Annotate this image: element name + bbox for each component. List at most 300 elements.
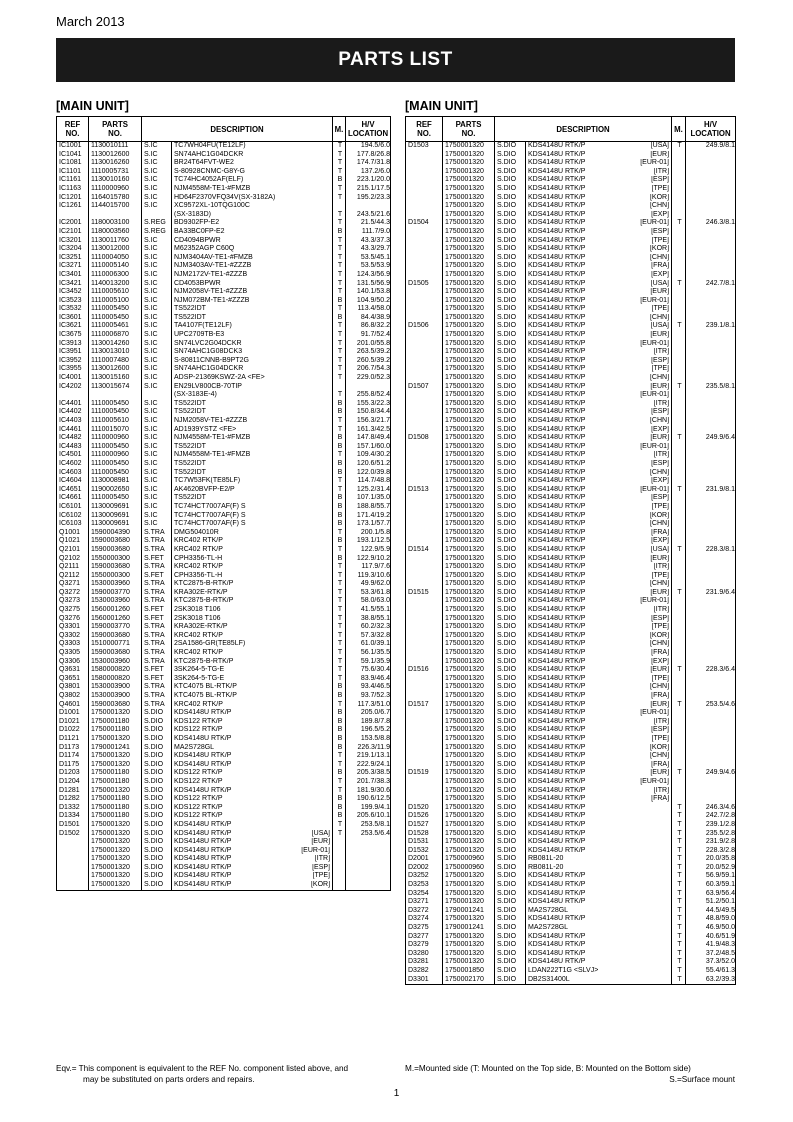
parts-no: 1750001320 [443, 451, 495, 460]
description-cell [526, 254, 672, 263]
hv-location: 56.1/35.5 [346, 649, 391, 658]
description-cell [172, 847, 333, 856]
description-cell [172, 400, 333, 409]
description: RB081L-20 [528, 863, 564, 871]
part-type: S.TRA [142, 640, 172, 649]
destination [330, 400, 332, 409]
part-type: S.IC [142, 262, 172, 271]
part-type: S.DIO [495, 726, 526, 735]
mounted-side: T [333, 245, 346, 254]
description-cell [172, 615, 333, 624]
destination: [EUR-01] [640, 485, 670, 493]
table-row [57, 348, 391, 357]
destination: [TPE] [651, 674, 670, 682]
ref-no: D1022 [57, 726, 89, 735]
destination [330, 597, 332, 606]
description: KDS4148U RTK/P [528, 889, 586, 897]
destination [330, 340, 332, 349]
destination [669, 915, 671, 924]
table-row [406, 383, 736, 392]
mounted-side [672, 417, 686, 426]
destination: [ITR] [653, 399, 670, 407]
hv-location: 60.3/59.1 [686, 881, 736, 890]
parts-no: 1580000820 [89, 675, 142, 684]
parts-no: 1750001320 [443, 469, 495, 478]
part-type: S.DIO [142, 795, 172, 804]
col-parts-no: PARTS NO. [89, 117, 142, 142]
description: KDS4148U RTK/P [528, 468, 586, 476]
description-cell [172, 228, 333, 237]
description: KDS4148U RTK/P [528, 571, 586, 579]
part-type: S.DIO [495, 658, 526, 667]
part-type: S.DIO [495, 443, 526, 452]
description: M62352AGP C60Q [174, 245, 235, 253]
description-cell [172, 529, 333, 538]
hv-location [686, 451, 736, 460]
parts-no: 1790001241 [89, 744, 142, 753]
destination [330, 322, 332, 331]
ref-no: IC3951 [57, 348, 89, 357]
part-type: S.DIO [495, 408, 526, 417]
part-type: S.TRA [142, 589, 172, 598]
mounted-side: B [333, 692, 346, 701]
table-row [406, 915, 736, 924]
hv-location: 122.9/10.2 [346, 555, 391, 564]
destination [330, 280, 332, 289]
mounted-side: B [333, 718, 346, 727]
ref-no: IC3955 [57, 365, 89, 374]
description-cell [526, 649, 672, 658]
ref-no [406, 168, 443, 177]
table-row [406, 692, 736, 701]
part-type: S.DIO [495, 804, 526, 813]
description: KDS4148U RTK/P [528, 167, 586, 175]
description: DB2S31400L [528, 975, 570, 983]
part-type: S.DIO [495, 606, 526, 615]
parts-no: 1130012600 [89, 365, 142, 374]
description: KDS4148U RTK/P [528, 545, 586, 553]
ref-no: IC1041 [57, 151, 89, 160]
parts-no: 1530003900 [89, 683, 142, 692]
table-row [57, 701, 391, 710]
hv-location: 86.8/32.2 [346, 322, 391, 331]
ref-no: Q3631 [57, 666, 89, 675]
destination: [TPE] [312, 872, 331, 880]
table-row [57, 589, 391, 598]
destination: [ESP] [312, 863, 331, 871]
table-row [406, 151, 736, 160]
ref-no: D1502 [57, 830, 89, 839]
description: 2SA1586-GR(TE85LF) [174, 640, 246, 648]
mounted-side: T [672, 881, 686, 890]
table-row [406, 443, 736, 452]
part-type: S.IC [142, 202, 172, 211]
table-row [57, 305, 391, 314]
table-row [406, 821, 736, 830]
table-row [57, 804, 391, 813]
destination [330, 443, 332, 452]
table-row [406, 202, 736, 211]
ref-no [406, 365, 443, 374]
part-type: S.DIO [495, 589, 526, 598]
description-cell [526, 374, 672, 383]
destination [330, 649, 332, 658]
description: NJM3404AV-TE1-#FMZB [174, 253, 253, 261]
table-row [406, 924, 736, 933]
mounted-side-note [405, 1064, 735, 1085]
mounted-side [672, 520, 686, 529]
description: TC7WH04FU(TE12LF) [174, 142, 246, 149]
description-cell [172, 769, 333, 778]
description-cell [172, 262, 333, 271]
mounted-side: T [672, 546, 686, 555]
hv-location [686, 417, 736, 426]
description: KDS4148U RTK/P [174, 846, 232, 854]
description-cell [526, 881, 672, 890]
hv-location [346, 864, 391, 873]
hv-location: 111.7/9.0 [346, 228, 391, 237]
part-type: S.DIO [495, 958, 526, 967]
description: CPH3356-TL-H [174, 571, 223, 579]
description: KDS4148U RTK/P [528, 932, 586, 940]
description-cell [526, 460, 672, 469]
hv-location: 119.3/10.6 [346, 572, 391, 581]
hv-location: 206.7/54.3 [346, 365, 391, 374]
mounted-side [672, 477, 686, 486]
part-type: S.DIO [495, 357, 526, 366]
description: KDS4148U RTK/P [528, 408, 586, 416]
parts-no: 1750001320 [443, 597, 495, 606]
destination [330, 219, 332, 228]
description-cell [172, 572, 333, 581]
ref-no [406, 211, 443, 220]
description: KTC2875-B-RTK/P [174, 657, 234, 665]
ref-no: D1332 [57, 804, 89, 813]
description: KDS4148U RTK/P [528, 262, 586, 270]
ref-no [406, 692, 443, 701]
ref-no [406, 606, 443, 615]
hv-location: 231.9/8.1 [686, 486, 736, 495]
parts-no: 1750001180 [89, 726, 142, 735]
mounted-side: B [333, 297, 346, 306]
destination: [CHN] [649, 313, 670, 321]
table-row [57, 864, 391, 873]
table-row [57, 632, 391, 641]
destination [669, 941, 671, 950]
mounted-side: T [672, 924, 686, 933]
mounted-side [672, 228, 686, 237]
part-type: S.DIO [495, 615, 526, 624]
description: KDS4148U RTK/P [528, 820, 586, 828]
description: RB081L-20 [528, 855, 564, 863]
mounted-side: B [333, 555, 346, 564]
description: KDS4148U RTK/P [528, 786, 586, 794]
description: KDS4148U RTK/P [528, 184, 586, 192]
description-cell [172, 675, 333, 684]
description-cell [172, 202, 333, 211]
page-number: 1 [393, 1088, 400, 1099]
col-ref-no: REF NO. [406, 117, 443, 142]
description-cell [526, 967, 672, 976]
table-row [57, 228, 391, 237]
table-row [406, 649, 736, 658]
ref-no: IC4402 [57, 408, 89, 417]
ref-no: IC1163 [57, 185, 89, 194]
table-row [406, 340, 736, 349]
table-row [406, 795, 736, 804]
ref-no: IC3271 [57, 262, 89, 271]
table-row [406, 537, 736, 546]
mounted-side [672, 787, 686, 796]
part-type: S.DIO [495, 486, 526, 495]
hv-location: 196.5/5.2 [346, 726, 391, 735]
ref-no: IC3201 [57, 237, 89, 246]
table-row [406, 976, 736, 985]
hv-location [686, 245, 736, 254]
table-row [57, 847, 391, 856]
mounted-side [672, 185, 686, 194]
parts-no: 1110005450 [89, 443, 142, 452]
description: KDS4148U RTK/P [528, 537, 586, 545]
mounted-side [672, 426, 686, 435]
table-row [57, 640, 391, 649]
description-cell [172, 787, 333, 796]
table-row [57, 494, 391, 503]
part-type: S.IC [142, 297, 172, 306]
mounted-side [672, 254, 686, 263]
parts-no: 1750001180 [89, 769, 142, 778]
description-cell [526, 683, 672, 692]
description-cell [172, 494, 333, 503]
description: KDS4148U RTK/P [528, 485, 586, 493]
table-row [406, 271, 736, 280]
description-cell [526, 580, 672, 589]
mounted-side: T [333, 761, 346, 770]
ref-no: D1520 [406, 804, 443, 813]
description: KDS122 RTK/P [174, 803, 223, 811]
mounted-side: B [333, 503, 346, 512]
hv-location [686, 537, 736, 546]
destination: [EUR] [650, 588, 670, 596]
parts-no: 1580000820 [89, 666, 142, 675]
destination [330, 348, 332, 357]
mounted-side: T [333, 632, 346, 641]
description-cell [526, 219, 672, 228]
col-mounted: M. [333, 117, 346, 142]
hv-location [686, 151, 736, 160]
ref-no [57, 855, 89, 864]
mounted-side: T [672, 830, 686, 839]
description-cell [526, 958, 672, 967]
ref-no: IC4501 [57, 451, 89, 460]
part-type: S.DIO [495, 864, 526, 873]
mounted-side [672, 365, 686, 374]
description: KDS4148U RTK/P [174, 872, 232, 880]
ref-no: D1532 [406, 847, 443, 856]
description-cell [526, 976, 672, 985]
hv-location [686, 194, 736, 203]
ref-no: D3271 [406, 898, 443, 907]
mounted-side [672, 340, 686, 349]
hv-location: 137.2/6.0 [346, 168, 391, 177]
ref-no [57, 211, 89, 220]
part-type: S.DIO [495, 271, 526, 280]
ref-no: D3272 [406, 907, 443, 916]
parts-no: 1130012000 [89, 245, 142, 254]
table-row [57, 185, 391, 194]
parts-no: 1750001320 [443, 890, 495, 899]
parts-table-right [405, 116, 736, 985]
part-type: S.DIO [495, 907, 526, 916]
hv-location: 140.1/53.8 [346, 288, 391, 297]
destination [330, 778, 332, 787]
mounted-side [672, 555, 686, 564]
part-type: S.IC [142, 443, 172, 452]
description-cell [172, 589, 333, 598]
part-type: S.IC [142, 486, 172, 495]
destination: [FRA] [651, 795, 670, 803]
mounted-side: T [672, 812, 686, 821]
description-cell [526, 168, 672, 177]
destination: [EUR-01] [640, 777, 670, 785]
table-row [406, 348, 736, 357]
description-cell [172, 340, 333, 349]
part-type: S.IC [142, 417, 172, 426]
destination [330, 606, 332, 615]
part-type: S.DIO [142, 855, 172, 864]
hv-location [686, 572, 736, 581]
description: KDS4148U RTK/P [528, 683, 586, 691]
description-cell [526, 623, 672, 632]
table-row [57, 194, 391, 203]
description-cell [172, 606, 333, 615]
ref-no [406, 615, 443, 624]
mounted-side [672, 469, 686, 478]
parts-no: 1750001320 [443, 194, 495, 203]
parts-no: 1750001320 [443, 941, 495, 950]
description: KDS4148U RTK/P [528, 795, 586, 803]
description-cell [172, 692, 333, 701]
page-title-banner [56, 38, 735, 82]
destination [330, 615, 332, 624]
hv-location: 63.9/56.4 [686, 890, 736, 899]
description: KDS4148U RTK/P [174, 863, 232, 871]
ref-no: IC3401 [57, 271, 89, 280]
hv-location: 188.8/55.7 [346, 503, 391, 512]
ref-no: Q3306 [57, 658, 89, 667]
destination: [EUR] [650, 554, 670, 562]
destination [330, 666, 332, 675]
hv-location: 243.5/21.6 [346, 211, 391, 220]
table-row [406, 494, 736, 503]
hv-location: 46.9/50.0 [686, 924, 736, 933]
mounted-side [672, 640, 686, 649]
mounted-side [672, 400, 686, 409]
mounted-side: T [672, 915, 686, 924]
description-cell [526, 237, 672, 246]
ref-no: D1528 [406, 830, 443, 839]
description-cell [526, 383, 672, 392]
description: KDS4148U RTK/P [528, 159, 586, 167]
mounted-side: T [333, 675, 346, 684]
table-row [406, 958, 736, 967]
table-row [57, 563, 391, 572]
parts-no: 1110006300 [89, 271, 142, 280]
table-row [406, 460, 736, 469]
table-row [406, 838, 736, 847]
description: KDS4148U RTK/P [528, 494, 586, 502]
description: TS522IDT [174, 468, 206, 476]
mounted-side [672, 761, 686, 770]
description: EN29LV800CB-70TIP [174, 382, 242, 390]
destination: [CHN] [649, 752, 670, 760]
mounted-side [672, 503, 686, 512]
parts-no: 1750001320 [443, 881, 495, 890]
ref-no: Q1001 [57, 529, 89, 538]
parts-no: 1750001180 [89, 718, 142, 727]
destination [330, 305, 332, 314]
mounted-side: T [672, 838, 686, 847]
table-row [406, 546, 736, 555]
hv-location: 161.3/42.5 [346, 426, 391, 435]
ref-no: D1204 [57, 778, 89, 787]
mounted-side: B [333, 804, 346, 813]
hv-location: 193.1/12.5 [346, 537, 391, 546]
destination [330, 494, 332, 503]
parts-no: 1750001320 [443, 494, 495, 503]
parts-no: 1750001320 [443, 675, 495, 684]
mounted-side [672, 795, 686, 804]
description: KDS122 RTK/P [174, 795, 223, 803]
description: KRC402 RTK/P [174, 537, 223, 545]
hv-location [686, 744, 736, 753]
ref-no: D1334 [57, 812, 89, 821]
parts-no: 1750001320 [443, 314, 495, 323]
description: KDS4148U RTK/P [528, 202, 586, 210]
destination: [EUR-01] [640, 391, 670, 399]
description: KDS4148U RTK/P [528, 296, 586, 304]
destination: [EUR] [650, 382, 670, 390]
description: KDS4148U RTK/P [528, 657, 586, 665]
description-cell [172, 434, 333, 443]
parts-no: 1130009691 [89, 520, 142, 529]
parts-no: 1750001320 [443, 761, 495, 770]
parts-no: 1750001320 [443, 958, 495, 967]
mounted-side: B [333, 228, 346, 237]
destination: [TPE] [651, 571, 670, 579]
mounted-side [672, 331, 686, 340]
mounted-side [672, 357, 686, 366]
parts-no: 1110005461 [89, 322, 142, 331]
destination [330, 503, 332, 512]
ref-no [406, 503, 443, 512]
description-cell [526, 365, 672, 374]
table-row [57, 778, 391, 787]
ref-no [406, 675, 443, 684]
ref-no: IC6103 [57, 520, 89, 529]
ref-no: Q3303 [57, 640, 89, 649]
description: KDS4148U RTK/P [528, 743, 586, 751]
parts-no: 1130010160 [89, 176, 142, 185]
ref-no: Q1021 [57, 537, 89, 546]
table-row [57, 787, 391, 796]
part-type: S.IC [142, 305, 172, 314]
part-type: S.DIO [495, 176, 526, 185]
mounted-side [672, 537, 686, 546]
description: KDS4148U RTK/P [174, 709, 232, 717]
table-row [406, 185, 736, 194]
table-row [57, 469, 391, 478]
